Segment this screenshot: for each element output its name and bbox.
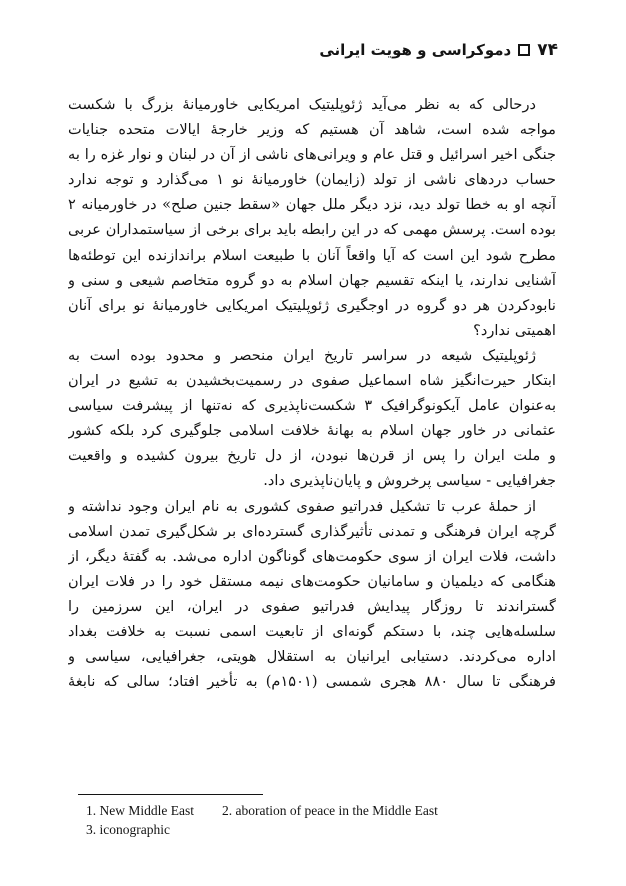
text-line: سلسله‌هایی چند، با دستکم گونه‌ای از تابعیت اسمی نسبت به خلافت بغداد bbox=[68, 622, 556, 640]
text-line: آنچه او به خطا تولد دید، نزد دیگر ملل جهان «سقط جنین صلح» در خاورمیانه ۲ bbox=[68, 196, 556, 214]
text-line: داشت، فلات ایران از سوی حکومت‌های گوناگون اداره می‌شد. به گفتهٔ دیگر، از bbox=[68, 547, 556, 565]
text-line: حساب دردهای ناشی از تولد (زایمان) خاورمیانهٔ نو ۱ می‌گذارد و توجه ندارد bbox=[68, 171, 556, 189]
text-line: ژئوپلیتیک شیعه در سراسر تاریخ ایران منحصر و محدود بوده است به bbox=[68, 346, 536, 364]
text-line: فرهنگی تا سال ۸۸۰ هجری شمسی (۱۵۰۱م) به تأخیر افتاد؛ سالی که نابغهٔ bbox=[68, 673, 556, 691]
text-line: آشنایی ندارند، یا اینکه تقسیم جهان اسلام به دو گروه متخاصم شیعی و سنی و bbox=[68, 271, 556, 289]
text-line: مواجه شده است، شاهد آن هستیم که وزیر خارجهٔ ایالات متحده جنایات bbox=[68, 121, 556, 139]
header-square-icon bbox=[518, 44, 530, 56]
text-line: گستراندند تا روزگار پیدایش فدراتیو صفوی در ایران، این سرزمین را bbox=[68, 597, 556, 615]
text-line: مطرح شود این است که آیا واقعاً آنان با طبیعت اسلام براندازنده این توطئه‌ها bbox=[68, 246, 556, 264]
text-line: بوده است. پرسش مهمی که در این رابطه باید برای برخی از سیاستمداران عربی bbox=[68, 221, 556, 239]
footnote-1: 1. New Middle East bbox=[86, 803, 194, 818]
footnote-3: 3. iconographic bbox=[86, 822, 170, 837]
text-line: درحالی که به نظر می‌آید ژئوپلیتیک امریکایی خاورمیانهٔ بزرگ با شکست bbox=[68, 96, 536, 113]
footnote-2: 2. aboration of peace in the Middle East bbox=[221, 803, 438, 818]
text-line: ابتکار حیرت‌انگیز شاه اسماعیل صفوی در رسمیت‌بخشیدن به تشیع در ایران bbox=[68, 372, 556, 390]
running-header bbox=[319, 40, 558, 60]
text-line: جغرافیایی - سیاسی پرخروش و پایان‌ناپذیری داد. bbox=[263, 472, 556, 490]
page-number: ۷۴ bbox=[537, 40, 558, 60]
text-line: از حملهٔ عرب تا تشکیل فدراتیو صفوی کشوری به نام ایران وجود نداشته و bbox=[68, 497, 536, 515]
footnotes bbox=[86, 801, 438, 839]
text-line: اهمیتی ندارد؟ bbox=[473, 321, 556, 339]
text-line: نابودکردن هر دو گروه در اوجگیری ژئوپلیتیک امریکایی خاورمیانهٔ نو برای آنان bbox=[68, 296, 556, 314]
text-line: به‌عنوان عامل آیکونوگرافیک ۳ شکست‌ناپذیری که نه‌تنها از پیشرفت سیاسی bbox=[68, 397, 556, 415]
text-line: و ملت ایران را پس از قرن‌ها نبودن، از دل تاریخ بیرون کشیده و واقعیت bbox=[68, 447, 556, 465]
footnote-row bbox=[86, 801, 438, 820]
text-line: گرچه ایران فرهنگی و تمدنی تأثیرگذاری گسترده‌ای بر شکل‌گیری تمدن اسلامی bbox=[68, 522, 556, 540]
footnote-row bbox=[86, 820, 438, 839]
text-line: هنگامی که دیلمیان و سامانیان حکومت‌های نیمه مستقل خود را در فلات ایران bbox=[68, 572, 556, 590]
body-text bbox=[68, 92, 556, 694]
text-line: عثمانی در خاور جهان اسلام به بهانهٔ خلافت اسلامی جلوگیری کرد بلکه کشور bbox=[68, 422, 556, 440]
footnote-divider bbox=[78, 794, 263, 795]
text-line: جنگی اخیر اسرائیل و قتل عام و ویرانی‌های ناشی از آن در لبنان و نوار غزه را به bbox=[68, 146, 556, 164]
text-line: اداره می‌کردند. دستیابی ایرانیان به استقلال هویتی، جغرافیایی، سیاسی و bbox=[68, 648, 556, 666]
running-title: دموکراسی و هویت ایرانی bbox=[319, 41, 512, 59]
